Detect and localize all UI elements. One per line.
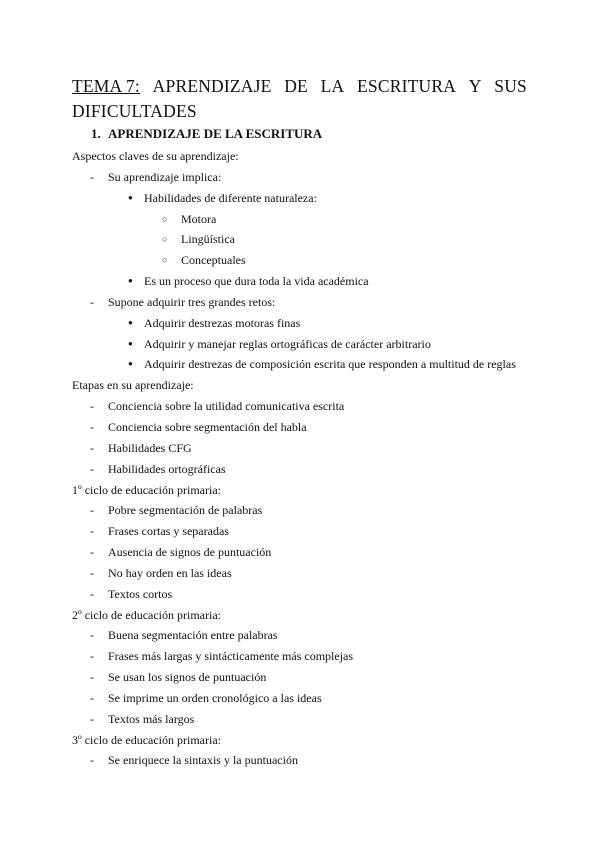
- line-text: Conciencia sobre segmentación del habla: [108, 419, 307, 434]
- dash-marker: -: [90, 419, 94, 434]
- line-text: Adquirir destrezas motoras finas: [144, 315, 301, 330]
- list-item: [72, 334, 552, 355]
- list-item: [72, 354, 552, 375]
- list-item: [72, 188, 552, 209]
- line-text: Ausencia de signos de puntuación: [108, 545, 272, 560]
- line-text: Textos más largos: [108, 711, 195, 726]
- line-text: 1º ciclo de educación primaria:: [72, 482, 221, 497]
- bullet-marker: ●: [128, 192, 133, 202]
- list-item: [72, 646, 552, 667]
- circle-marker: ○: [162, 213, 168, 224]
- line-text: Lingüística: [181, 232, 235, 247]
- dash-marker: -: [90, 711, 94, 726]
- dash-marker: -: [90, 586, 94, 601]
- line-text: Se enriquece la sintaxis y la puntuación: [108, 753, 298, 768]
- list-item: [72, 500, 552, 521]
- list-item: [72, 313, 552, 334]
- title-prefix: TEMA 7:: [72, 76, 140, 96]
- line-text: Conciencia sobre la utilidad comunicativa escrita: [108, 399, 345, 414]
- dash-marker: -: [90, 399, 94, 414]
- bullet-marker: ●: [128, 276, 133, 286]
- line-text: Textos cortos: [108, 586, 173, 601]
- list-item: [72, 521, 552, 542]
- list-item: [72, 417, 552, 438]
- document-title: [72, 74, 527, 124]
- circle-marker: ○: [162, 255, 168, 266]
- paragraph-line: [72, 605, 552, 626]
- dash-marker: -: [90, 628, 94, 643]
- section-number: 1.: [91, 126, 101, 141]
- line-text: Supone adquirir tres grandes retos:: [108, 294, 276, 309]
- list-item: [72, 459, 552, 480]
- dash-marker: -: [90, 440, 94, 455]
- dash-marker: -: [90, 503, 94, 518]
- dash-marker: -: [90, 294, 94, 309]
- dash-marker: -: [90, 649, 94, 664]
- list-item: [72, 584, 552, 605]
- dash-marker: -: [90, 169, 94, 184]
- line-text: Habilidades CFG: [108, 440, 192, 455]
- list-item: [72, 271, 552, 292]
- title-word: ESCRITURA: [357, 76, 457, 96]
- list-item: [72, 625, 552, 646]
- list-item: [72, 750, 552, 771]
- dash-marker: -: [90, 461, 94, 476]
- list-item: [72, 292, 552, 313]
- line-text: Motora: [181, 211, 217, 226]
- line-text: No hay orden en las ideas: [108, 565, 232, 580]
- line-text: Adquirir destrezas de composición escrita que responden a multitud de reglas: [144, 357, 516, 372]
- bullet-marker: ●: [128, 338, 133, 348]
- title-word: SUS: [494, 76, 527, 96]
- title-line-1: [72, 74, 527, 99]
- line-text: Aspectos claves de su aprendizaje:: [72, 149, 239, 163]
- line-text: Se usan los signos de puntuación: [108, 670, 267, 685]
- dash-marker: -: [90, 524, 94, 539]
- bullet-marker: ●: [128, 317, 133, 327]
- title-line-2: DIFICULTADES: [72, 101, 197, 121]
- line-text: Adquirir y manejar reglas ortográficas de carácter arbitrario: [144, 336, 431, 351]
- bullet-marker: ●: [128, 359, 133, 369]
- dash-marker: -: [90, 753, 94, 768]
- list-item: [72, 688, 552, 709]
- list-item: [72, 709, 552, 730]
- dash-marker: -: [90, 545, 94, 560]
- list-item: [72, 229, 552, 250]
- line-text: Buena segmentación entre palabras: [108, 628, 278, 643]
- line-text: Es un proceso que dura toda la vida académica: [144, 274, 369, 289]
- list-item: [72, 667, 552, 688]
- line-text: Frases más largas y sintácticamente más complejas: [108, 649, 354, 664]
- line-text: Habilidades de diferente naturaleza:: [144, 190, 317, 205]
- list-item: [72, 563, 552, 584]
- list-item: [72, 250, 552, 271]
- paragraph-line: [72, 480, 552, 501]
- line-text: Pobre segmentación de palabras: [108, 503, 263, 518]
- title-word: LA: [320, 76, 345, 96]
- list-item: [72, 396, 552, 417]
- paragraph-line: [72, 146, 552, 167]
- list-item: [72, 542, 552, 563]
- line-text: Su aprendizaje implica:: [108, 169, 222, 184]
- circle-marker: ○: [162, 234, 168, 245]
- line-text: 2º ciclo de educación primaria:: [72, 607, 221, 622]
- dash-marker: -: [90, 670, 94, 685]
- title-word: Y: [468, 76, 482, 96]
- title-word: DE: [284, 76, 308, 96]
- line-text: Habilidades ortográficas: [108, 461, 226, 476]
- document-body: [72, 146, 552, 771]
- list-item: [72, 438, 552, 459]
- section-heading: [91, 126, 322, 142]
- list-item: [72, 209, 552, 230]
- list-item: [72, 167, 552, 188]
- dash-marker: -: [90, 690, 94, 705]
- paragraph-line: [72, 375, 552, 396]
- line-text: Conceptuales: [181, 253, 246, 268]
- line-text: 3º ciclo de educación primaria:: [72, 732, 221, 747]
- line-text: Se imprime un orden cronológico a las ideas: [108, 690, 322, 705]
- line-text: Frases cortas y separadas: [108, 524, 229, 539]
- paragraph-line: [72, 730, 552, 751]
- line-text: Etapas en su aprendizaje:: [72, 378, 194, 393]
- dash-marker: -: [90, 565, 94, 580]
- title-word: APRENDIZAJE: [152, 76, 272, 96]
- section-heading-text: APRENDIZAJE DE LA ESCRITURA: [108, 126, 323, 141]
